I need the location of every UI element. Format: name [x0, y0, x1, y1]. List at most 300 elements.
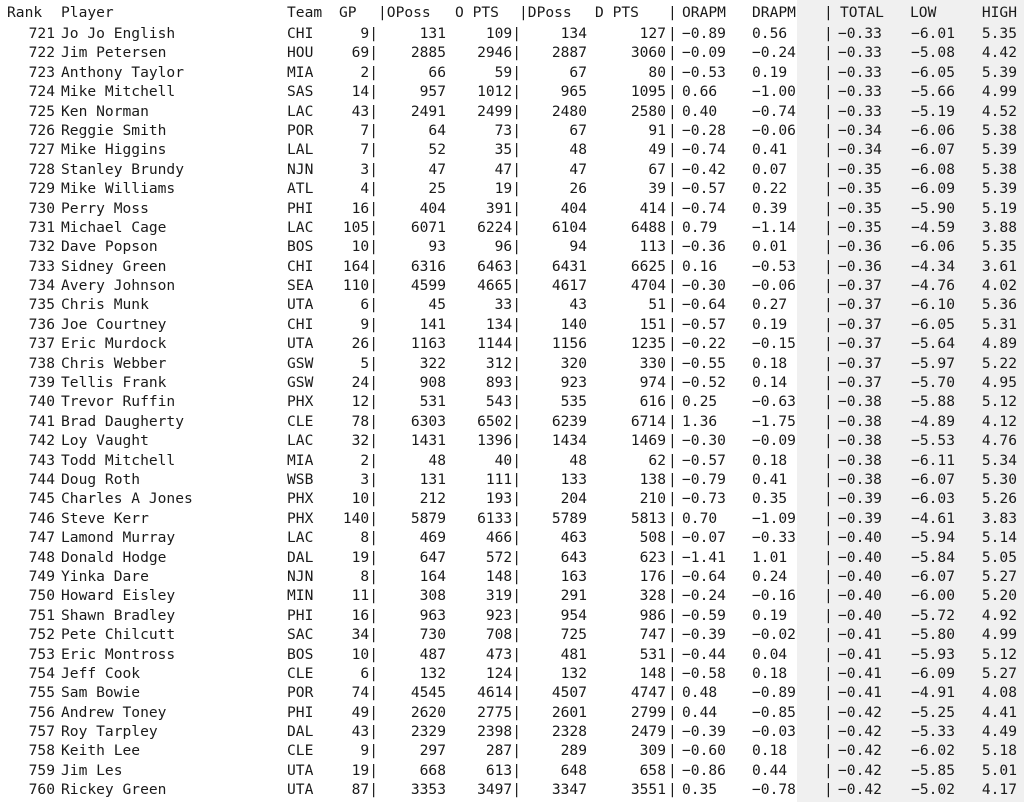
- rank-cell: 726: [28, 121, 55, 139]
- team-cell: CHI: [287, 315, 314, 333]
- team-cell: GSW: [287, 354, 314, 372]
- orapm-cell: −0.57: [682, 180, 726, 198]
- defensive-possessions-cell: 481: [560, 645, 587, 663]
- defensive-possessions-cell: 67: [569, 63, 587, 81]
- offensive-points-cell: 3497|: [477, 781, 521, 799]
- team-cell: SEA: [287, 277, 314, 295]
- orapm-cell: 0.16: [682, 257, 718, 275]
- player-name-cell: Andrew Toney: [61, 703, 167, 721]
- games-played-cell: 24|: [351, 374, 378, 392]
- games-played-cell: 69|: [351, 44, 378, 62]
- high-cell: 5.35: [981, 25, 1017, 42]
- defensive-points-cell: 616: [639, 393, 666, 411]
- player-name-cell: Keith Lee: [61, 742, 141, 760]
- defensive-possessions-cell: 48: [569, 141, 587, 159]
- high-cell: 3.61: [981, 257, 1017, 275]
- total-cell: −0.40: [838, 587, 882, 605]
- high-cell: 4.89: [981, 335, 1017, 353]
- low-cell: −5.97: [911, 354, 955, 372]
- offensive-possessions-cell: 52: [428, 141, 446, 159]
- table-row: [0, 606, 1024, 625]
- header-dpts: D PTS: [595, 4, 639, 21]
- offensive-points-cell: 391|: [485, 199, 521, 217]
- offensive-points-cell: 47|: [494, 160, 521, 178]
- offensive-possessions-cell: 25: [428, 180, 446, 198]
- games-played-cell: 8|: [360, 567, 378, 585]
- orapm-cell: −0.28: [682, 121, 726, 139]
- header-dposs: |DPoss: [519, 4, 572, 21]
- low-cell: −6.08: [911, 160, 955, 178]
- offensive-possessions-cell: 963: [419, 606, 446, 624]
- games-played-cell: 9|: [360, 315, 378, 333]
- team-cell: NJN: [287, 160, 314, 178]
- offensive-points-cell: 572|: [485, 548, 521, 566]
- player-name-cell: Charles A Jones: [61, 490, 193, 508]
- defensive-points-cell: 138: [639, 470, 666, 488]
- separator-cell: |: [824, 180, 833, 198]
- player-name-cell: Dave Popson: [61, 238, 158, 256]
- high-cell: 5.39: [981, 180, 1017, 198]
- rank-cell: 734: [28, 277, 55, 295]
- defensive-possessions-cell: 2601: [551, 703, 587, 721]
- table-row: [0, 489, 1024, 508]
- games-played-cell: 49|: [351, 703, 378, 721]
- player-name-cell: Anthony Taylor: [61, 63, 185, 81]
- defensive-possessions-cell: 1434: [551, 432, 587, 450]
- team-cell: BOS: [287, 645, 314, 663]
- drapm-cell: 0.56: [752, 25, 788, 42]
- total-cell: −0.37: [838, 277, 882, 295]
- table-row: [0, 761, 1024, 780]
- rank-cell: 746: [28, 509, 55, 527]
- table-row: [0, 160, 1024, 179]
- total-cell: −0.40: [838, 548, 882, 566]
- games-played-cell: 34|: [351, 626, 378, 644]
- header-team: Team: [287, 4, 323, 21]
- player-name-cell: Avery Johnson: [61, 277, 176, 295]
- defensive-possessions-cell: 648: [560, 761, 587, 779]
- defensive-possessions-cell: 6104: [551, 218, 587, 236]
- games-played-cell: 6|: [360, 296, 378, 314]
- table-row: [0, 412, 1024, 431]
- player-name-cell: Tellis Frank: [61, 374, 167, 392]
- defensive-points-cell: 1235: [630, 335, 666, 353]
- offensive-possessions-cell: 2329: [410, 723, 446, 741]
- low-cell: −6.07: [911, 141, 955, 159]
- orapm-cell: −0.79: [682, 470, 726, 488]
- player-name-cell: Mike Mitchell: [61, 83, 176, 101]
- total-cell: −0.37: [838, 335, 882, 353]
- low-cell: −5.66: [911, 83, 955, 101]
- rank-cell: 724: [28, 83, 55, 101]
- high-cell: 5.14: [981, 529, 1017, 547]
- offensive-possessions-cell: 131: [419, 25, 446, 42]
- table-row: [0, 63, 1024, 82]
- total-cell: −0.38: [838, 470, 882, 488]
- separator-cell: |: [824, 470, 833, 488]
- orapm-cell: −0.22: [682, 335, 726, 353]
- rank-cell: 745: [28, 490, 55, 508]
- orapm-cell: −1.41: [682, 548, 726, 566]
- drapm-cell: 0.41: [752, 470, 788, 488]
- orapm-cell: −0.30: [682, 277, 726, 295]
- table-row: [0, 664, 1024, 683]
- high-cell: 5.18: [981, 742, 1017, 760]
- low-cell: −6.10: [911, 296, 955, 314]
- defensive-possessions-cell: 134: [560, 25, 587, 42]
- low-cell: −6.00: [911, 587, 955, 605]
- drapm-cell: −0.63: [752, 393, 796, 411]
- player-name-cell: Todd Mitchell: [61, 451, 176, 469]
- table-row: [0, 334, 1024, 353]
- orapm-cell: 0.66: [682, 83, 718, 101]
- games-played-cell: 43|: [351, 723, 378, 741]
- high-cell: 5.05: [981, 548, 1017, 566]
- player-name-cell: Jim Les: [61, 761, 123, 779]
- high-cell: 4.52: [981, 102, 1017, 120]
- rank-cell: 760: [28, 781, 55, 799]
- offensive-points-cell: 2946|: [477, 44, 521, 62]
- total-cell: −0.37: [838, 296, 882, 314]
- player-name-cell: Lamond Murray: [61, 529, 176, 547]
- rank-cell: 753: [28, 645, 55, 663]
- offensive-possessions-cell: 487: [419, 645, 446, 663]
- orapm-cell: −0.44: [682, 645, 726, 663]
- total-cell: −0.37: [838, 315, 882, 333]
- separator-cell: |: [824, 277, 833, 295]
- orapm-cell: −0.60: [682, 742, 726, 760]
- team-cell: SAC: [287, 626, 314, 644]
- defensive-possessions-cell: 5789: [551, 509, 587, 527]
- drapm-cell: −0.85: [752, 703, 796, 721]
- offensive-points-cell: 4665|: [477, 277, 521, 295]
- defensive-points-cell: 1095: [630, 83, 666, 101]
- offensive-points-cell: 2398|: [477, 723, 521, 741]
- separator-cell: |: [824, 587, 833, 605]
- drapm-cell: 0.44: [752, 761, 788, 779]
- team-cell: UTA: [287, 781, 314, 799]
- team-cell: DAL: [287, 548, 314, 566]
- separator-cell: |: [668, 374, 677, 392]
- player-name-cell: Yinka Dare: [61, 567, 149, 585]
- separator-cell: |: [824, 218, 833, 236]
- defensive-points-cell: 51: [648, 296, 666, 314]
- rank-cell: 759: [28, 761, 55, 779]
- low-cell: −5.90: [911, 199, 955, 217]
- offensive-possessions-cell: 908: [419, 374, 446, 392]
- separator-cell: |: [668, 761, 677, 779]
- separator-cell: |: [668, 296, 677, 314]
- offensive-points-cell: 33|: [494, 296, 521, 314]
- player-name-cell: Reggie Smith: [61, 121, 167, 139]
- player-name-cell: Jo Jo English: [61, 25, 176, 42]
- offensive-points-cell: 466|: [485, 529, 521, 547]
- header-separator: |: [824, 4, 833, 21]
- player-name-cell: Shawn Bradley: [61, 606, 176, 624]
- team-cell: LAC: [287, 102, 314, 120]
- separator-cell: |: [824, 63, 833, 81]
- defensive-points-cell: 974: [639, 374, 666, 392]
- defensive-points-cell: 2479: [630, 723, 666, 741]
- defensive-possessions-cell: 923: [560, 374, 587, 392]
- offensive-points-cell: 1396|: [477, 432, 521, 450]
- low-cell: −4.91: [911, 684, 955, 702]
- team-cell: BOS: [287, 238, 314, 256]
- offensive-points-cell: 6502|: [477, 412, 521, 430]
- drapm-cell: −0.03: [752, 723, 796, 741]
- high-cell: 5.27: [981, 664, 1017, 682]
- total-cell: −0.40: [838, 529, 882, 547]
- offensive-points-cell: 6133|: [477, 509, 521, 527]
- low-cell: −5.64: [911, 335, 955, 353]
- rank-cell: 749: [28, 567, 55, 585]
- player-name-cell: Michael Cage: [61, 218, 167, 236]
- header-low: LOW: [910, 4, 937, 21]
- team-cell: PHX: [287, 509, 314, 527]
- games-played-cell: 9|: [360, 742, 378, 760]
- header-rank: Rank: [7, 4, 43, 21]
- orapm-cell: −0.42: [682, 160, 726, 178]
- separator-cell: |: [668, 781, 677, 799]
- total-cell: −0.39: [838, 490, 882, 508]
- low-cell: −6.09: [911, 180, 955, 198]
- drapm-cell: 0.22: [752, 180, 788, 198]
- offensive-possessions-cell: 47: [428, 160, 446, 178]
- offensive-points-cell: 473|: [485, 645, 521, 663]
- orapm-cell: −0.24: [682, 587, 726, 605]
- drapm-cell: −1.14: [752, 218, 796, 236]
- offensive-possessions-cell: 2620: [410, 703, 446, 721]
- rank-cell: 758: [28, 742, 55, 760]
- drapm-cell: −0.15: [752, 335, 796, 353]
- high-cell: 3.88: [981, 218, 1017, 236]
- player-name-cell: Sam Bowie: [61, 684, 141, 702]
- low-cell: −6.11: [911, 451, 955, 469]
- total-cell: −0.35: [838, 180, 882, 198]
- rank-cell: 722: [28, 44, 55, 62]
- table-row: [0, 24, 1024, 43]
- player-name-cell: Stanley Brundy: [61, 160, 185, 178]
- offensive-points-cell: 73|: [494, 121, 521, 139]
- games-played-cell: 5|: [360, 354, 378, 372]
- rank-cell: 757: [28, 723, 55, 741]
- games-played-cell: 10|: [351, 238, 378, 256]
- table-row: [0, 548, 1024, 567]
- table-row: [0, 392, 1024, 411]
- drapm-cell: −0.78: [752, 781, 796, 799]
- separator-cell: |: [668, 315, 677, 333]
- offensive-possessions-cell: 6303: [410, 412, 446, 430]
- games-played-cell: 12|: [351, 393, 378, 411]
- rank-cell: 729: [28, 180, 55, 198]
- offensive-points-cell: 893|: [485, 374, 521, 392]
- team-cell: PHX: [287, 490, 314, 508]
- defensive-points-cell: 2580: [630, 102, 666, 120]
- separator-cell: |: [824, 664, 833, 682]
- defensive-points-cell: 6488: [630, 218, 666, 236]
- separator-cell: |: [668, 645, 677, 663]
- drapm-cell: 0.19: [752, 63, 788, 81]
- rank-cell: 735: [28, 296, 55, 314]
- total-cell: −0.38: [838, 412, 882, 430]
- header-separator: |: [668, 4, 677, 21]
- drapm-cell: 0.19: [752, 606, 788, 624]
- drapm-cell: 0.04: [752, 645, 788, 663]
- table-row: [0, 451, 1024, 470]
- player-name-cell: Jeff Cook: [61, 664, 141, 682]
- separator-cell: |: [824, 374, 833, 392]
- drapm-cell: −0.06: [752, 121, 796, 139]
- separator-cell: |: [668, 160, 677, 178]
- low-cell: −5.84: [911, 548, 955, 566]
- table-body: [0, 24, 1024, 800]
- separator-cell: |: [824, 354, 833, 372]
- total-cell: −0.42: [838, 703, 882, 721]
- offensive-possessions-cell: 4599: [410, 277, 446, 295]
- team-cell: PHI: [287, 606, 314, 624]
- games-played-cell: 14|: [351, 83, 378, 101]
- defensive-possessions-cell: 140: [560, 315, 587, 333]
- defensive-points-cell: 508: [639, 529, 666, 547]
- offensive-possessions-cell: 1163: [410, 335, 446, 353]
- offensive-possessions-cell: 131: [419, 470, 446, 488]
- total-cell: −0.41: [838, 645, 882, 663]
- total-cell: −0.36: [838, 257, 882, 275]
- low-cell: −5.25: [911, 703, 955, 721]
- games-played-cell: 6|: [360, 664, 378, 682]
- defensive-points-cell: 2799: [630, 703, 666, 721]
- team-cell: PHI: [287, 703, 314, 721]
- table-row: [0, 645, 1024, 664]
- drapm-cell: −0.33: [752, 529, 796, 547]
- header-opts: O PTS: [455, 4, 499, 21]
- table-row: [0, 43, 1024, 62]
- drapm-cell: −1.00: [752, 83, 796, 101]
- defensive-points-cell: 6714: [630, 412, 666, 430]
- separator-cell: |: [668, 684, 677, 702]
- high-cell: 3.83: [981, 509, 1017, 527]
- defensive-possessions-cell: 1156: [551, 335, 587, 353]
- separator-cell: |: [824, 432, 833, 450]
- total-cell: −0.41: [838, 684, 882, 702]
- drapm-cell: −1.09: [752, 509, 796, 527]
- defensive-possessions-cell: 6239: [551, 412, 587, 430]
- table-row: [0, 509, 1024, 528]
- defensive-points-cell: 5813: [630, 509, 666, 527]
- separator-cell: |: [824, 121, 833, 139]
- player-name-cell: Ken Norman: [61, 102, 149, 120]
- games-played-cell: 2|: [360, 63, 378, 81]
- offensive-points-cell: 134|: [485, 315, 521, 333]
- team-cell: DAL: [287, 723, 314, 741]
- games-played-cell: 2|: [360, 451, 378, 469]
- high-cell: 5.26: [981, 490, 1017, 508]
- separator-cell: |: [668, 199, 677, 217]
- defensive-points-cell: 4704: [630, 277, 666, 295]
- total-cell: −0.34: [838, 141, 882, 159]
- orapm-cell: −0.89: [682, 25, 726, 42]
- offensive-possessions-cell: 93: [428, 238, 446, 256]
- separator-cell: |: [668, 141, 677, 159]
- offensive-points-cell: 613|: [485, 761, 521, 779]
- total-cell: −0.36: [838, 238, 882, 256]
- defensive-possessions-cell: 643: [560, 548, 587, 566]
- team-cell: POR: [287, 684, 314, 702]
- rank-cell: 756: [28, 703, 55, 721]
- offensive-points-cell: 6463|: [477, 257, 521, 275]
- team-cell: GSW: [287, 374, 314, 392]
- offensive-points-cell: 6224|: [477, 218, 521, 236]
- separator-cell: |: [824, 160, 833, 178]
- player-name-cell: Loy Vaught: [61, 432, 149, 450]
- total-cell: −0.37: [838, 354, 882, 372]
- drapm-cell: −0.74: [752, 102, 796, 120]
- high-cell: 5.12: [981, 393, 1017, 411]
- orapm-cell: −0.73: [682, 490, 726, 508]
- high-cell: 4.95: [981, 374, 1017, 392]
- games-played-cell: 110|: [342, 277, 378, 295]
- low-cell: −6.06: [911, 121, 955, 139]
- games-played-cell: 3|: [360, 470, 378, 488]
- orapm-cell: −0.30: [682, 432, 726, 450]
- total-cell: −0.41: [838, 664, 882, 682]
- player-name-cell: Roy Tarpley: [61, 723, 158, 741]
- table-row: [0, 237, 1024, 256]
- separator-cell: |: [668, 25, 677, 42]
- total-cell: −0.42: [838, 781, 882, 799]
- total-cell: −0.33: [838, 44, 882, 62]
- orapm-cell: −0.53: [682, 63, 726, 81]
- games-played-cell: 16|: [351, 199, 378, 217]
- team-cell: HOU: [287, 44, 314, 62]
- drapm-cell: 0.39: [752, 199, 788, 217]
- player-name-cell: Perry Moss: [61, 199, 149, 217]
- separator-cell: |: [668, 180, 677, 198]
- rank-cell: 747: [28, 529, 55, 547]
- games-played-cell: 105|: [342, 218, 378, 236]
- defensive-possessions-cell: 965: [560, 83, 587, 101]
- offensive-possessions-cell: 2491: [410, 102, 446, 120]
- defensive-possessions-cell: 133: [560, 470, 587, 488]
- separator-cell: |: [824, 567, 833, 585]
- table-row: [0, 276, 1024, 295]
- offensive-points-cell: 543|: [485, 393, 521, 411]
- player-name-cell: Eric Montross: [61, 645, 176, 663]
- games-played-cell: 164|: [342, 257, 378, 275]
- defensive-points-cell: 151: [639, 315, 666, 333]
- team-cell: PHI: [287, 199, 314, 217]
- player-name-cell: Jim Petersen: [61, 44, 167, 62]
- high-cell: 5.19: [981, 199, 1017, 217]
- orapm-cell: −0.39: [682, 723, 726, 741]
- defensive-possessions-cell: 67: [569, 121, 587, 139]
- low-cell: −6.06: [911, 238, 955, 256]
- offensive-possessions-cell: 45: [428, 296, 446, 314]
- offensive-possessions-cell: 469: [419, 529, 446, 547]
- high-cell: 4.76: [981, 432, 1017, 450]
- orapm-cell: 0.79: [682, 218, 718, 236]
- drapm-cell: −0.53: [752, 257, 796, 275]
- low-cell: −4.89: [911, 412, 955, 430]
- separator-cell: |: [824, 529, 833, 547]
- drapm-cell: −0.09: [752, 432, 796, 450]
- total-cell: −0.33: [838, 102, 882, 120]
- drapm-cell: 0.18: [752, 664, 788, 682]
- games-played-cell: 7|: [360, 141, 378, 159]
- team-cell: LAC: [287, 529, 314, 547]
- drapm-cell: 0.07: [752, 160, 788, 178]
- games-played-cell: 10|: [351, 645, 378, 663]
